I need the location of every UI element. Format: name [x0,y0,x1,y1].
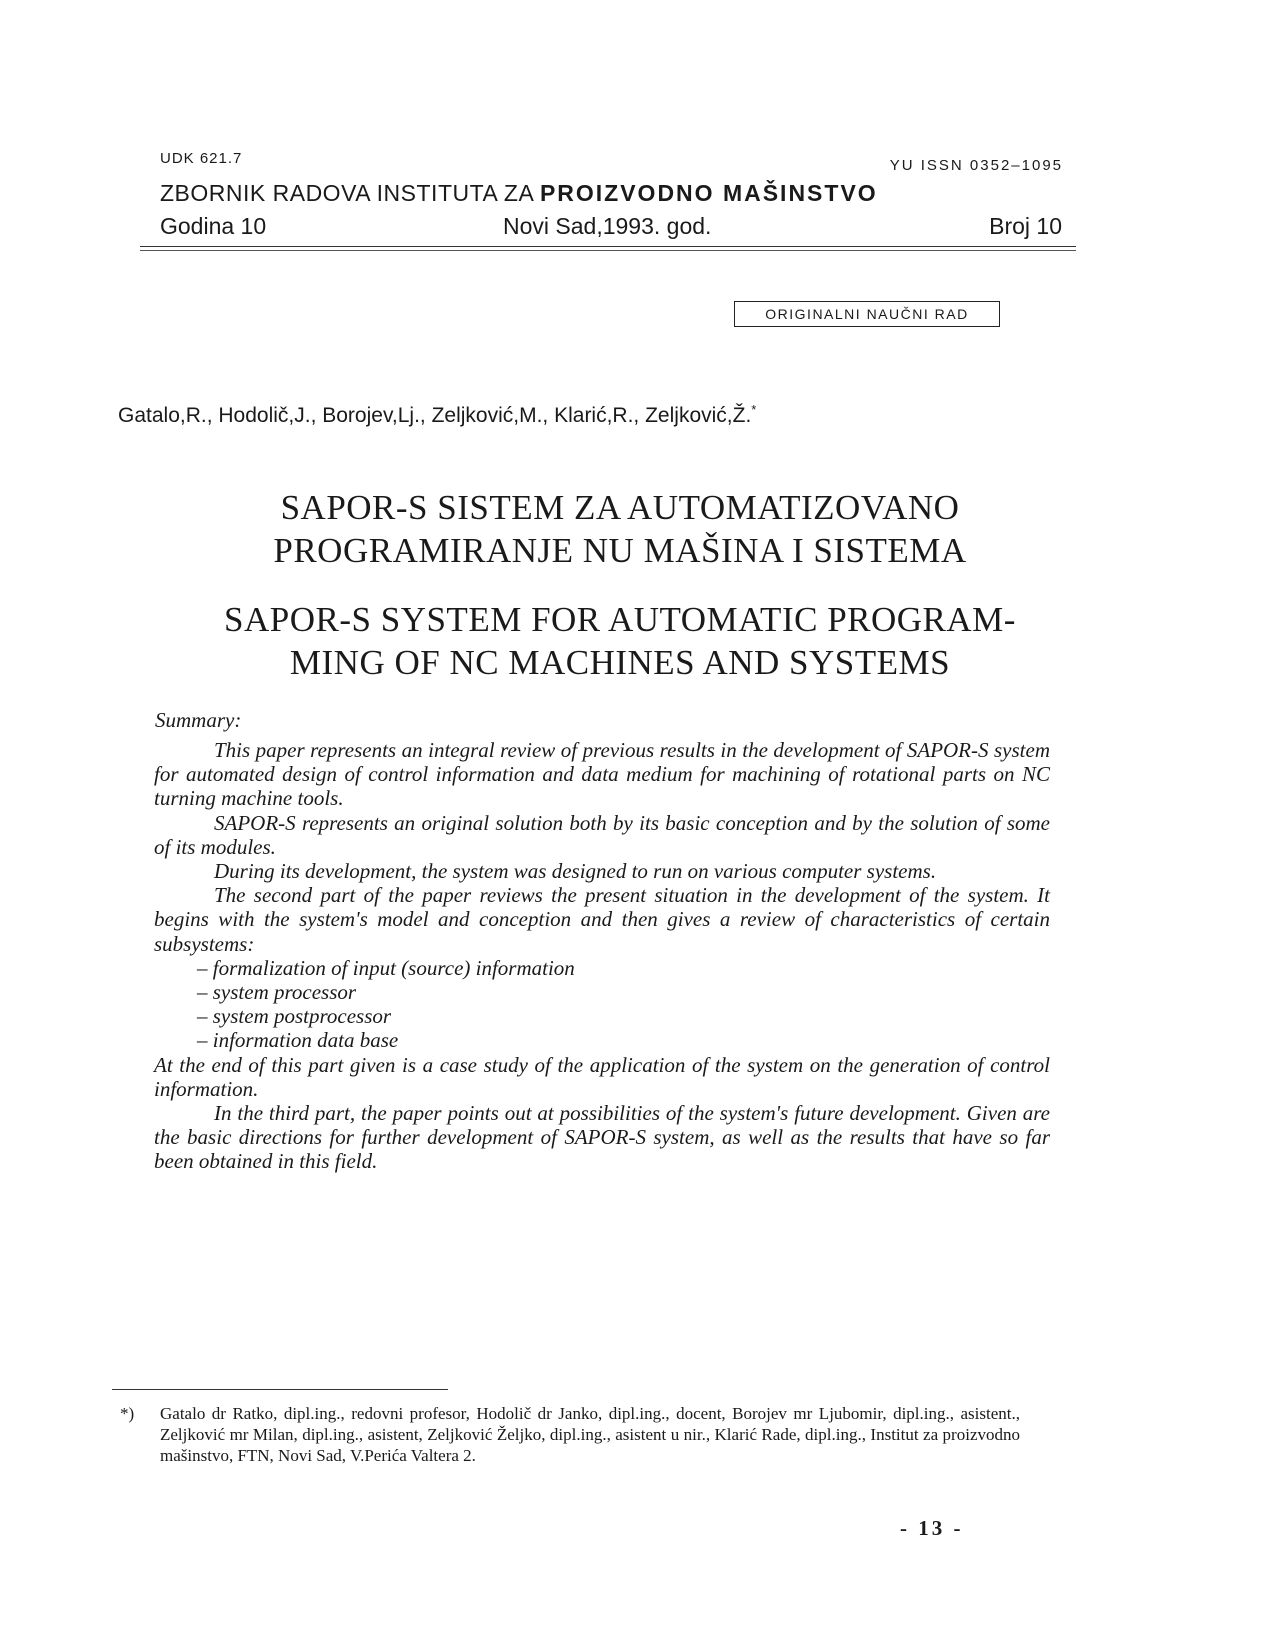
footnote-rule [112,1389,448,1390]
volume-year: Godina 10 [160,213,267,239]
subsystem-list [154,956,1050,1053]
abstract-paragraph-6: In the third part, the paper points out at possibilities of the system's future development. Given are the basic directions for further development of SAPOR-S system, as well as the results that have so far been obtained in this field. [154,1101,1050,1174]
title-serbian-line-2: PROGRAMIRANJE NU MAŠINA I SISTEMA [273,531,967,570]
title-serbian [120,486,1120,572]
summary-heading: Summary: [155,708,242,732]
journal-title-plain: ZBORNIK RADOVA INSTITUTA ZA [160,180,534,206]
abstract-body [154,738,1050,1174]
footnote-mark: *) [120,1404,135,1423]
authors-footnote-mark: * [751,402,757,417]
issn-code: YU ISSN 0352–1095 [889,157,1063,174]
udk-code: UDK 621.7 [160,150,243,167]
footnote [120,1403,1020,1466]
paper-type-badge: ORIGINALNI NAUČNI RAD [734,301,1000,327]
issue-number: Broj 10 [989,213,1062,239]
abstract-paragraph-2: SAPOR-S represents an original solution both by its basic conception and by the solution of some of its modules. [154,810,1050,859]
author-list [118,402,756,428]
authors-text: Gatalo,R., Hodolič,J., Borojev,Lj., Zeljković,M., Klarić,R., Zeljković,Ž. [118,404,752,427]
journal-title-bold: PROIZVODNO MAŠINSTVO [539,180,878,206]
header-rule-secondary [140,250,1076,251]
list-item: – system postprocessor [197,1004,1050,1028]
list-item: – system processor [197,980,1050,1004]
abstract-paragraph-4: The second part of the paper reviews the present situation in the development of the system. It begins with the system's model and conception and then gives a review of characteristics of certain subsystems: [154,883,1050,956]
list-item: – formalization of input (source) information [197,956,1050,980]
header-rule [140,246,1076,247]
abstract-paragraph-3: During its development, the system was designed to run on various computer systems. [214,859,937,884]
title-english-line-2: MING OF NC MACHINES AND SYSTEMS [289,643,951,682]
journal-title [160,180,1062,207]
list-item: – information data base [197,1028,1050,1052]
page-number: - 13 - [900,1516,964,1540]
title-serbian-line-1: SAPOR-S SISTEM ZA AUTOMATIZOVANO [280,488,960,527]
abstract-paragraph-1: This paper represents an integral review of previous results in the development of SAPOR-S system for automated design of control information and data medium for machining of rotational parts on NC turning machine tools. [154,738,1050,811]
footnote-text: Gatalo dr Ratko, dipl.ing., redovni profesor, Hodolič dr Janko, dipl.ing., docent, Borojev mr Ljubomir, dipl.ing., asistent., Zeljković mr Milan, dipl.ing., asistent, Zeljković Željko, dipl.ing., asistent u nir., Klarić Rade, dipl.ing., Institut za proizvodno mašinstvo, FTN, Novi Sad, V.Perića Valtera 2. [160,1404,1020,1465]
title-english [120,598,1120,684]
title-english-line-1: SAPOR-S SYSTEM FOR AUTOMATIC PROGRAM- [224,600,1016,639]
publication-place-date: Novi Sad,1993. god. [503,213,712,239]
abstract-paragraph-5: At the end of this part given is a case study of the application of the system on the generation of control information. [154,1052,1050,1101]
